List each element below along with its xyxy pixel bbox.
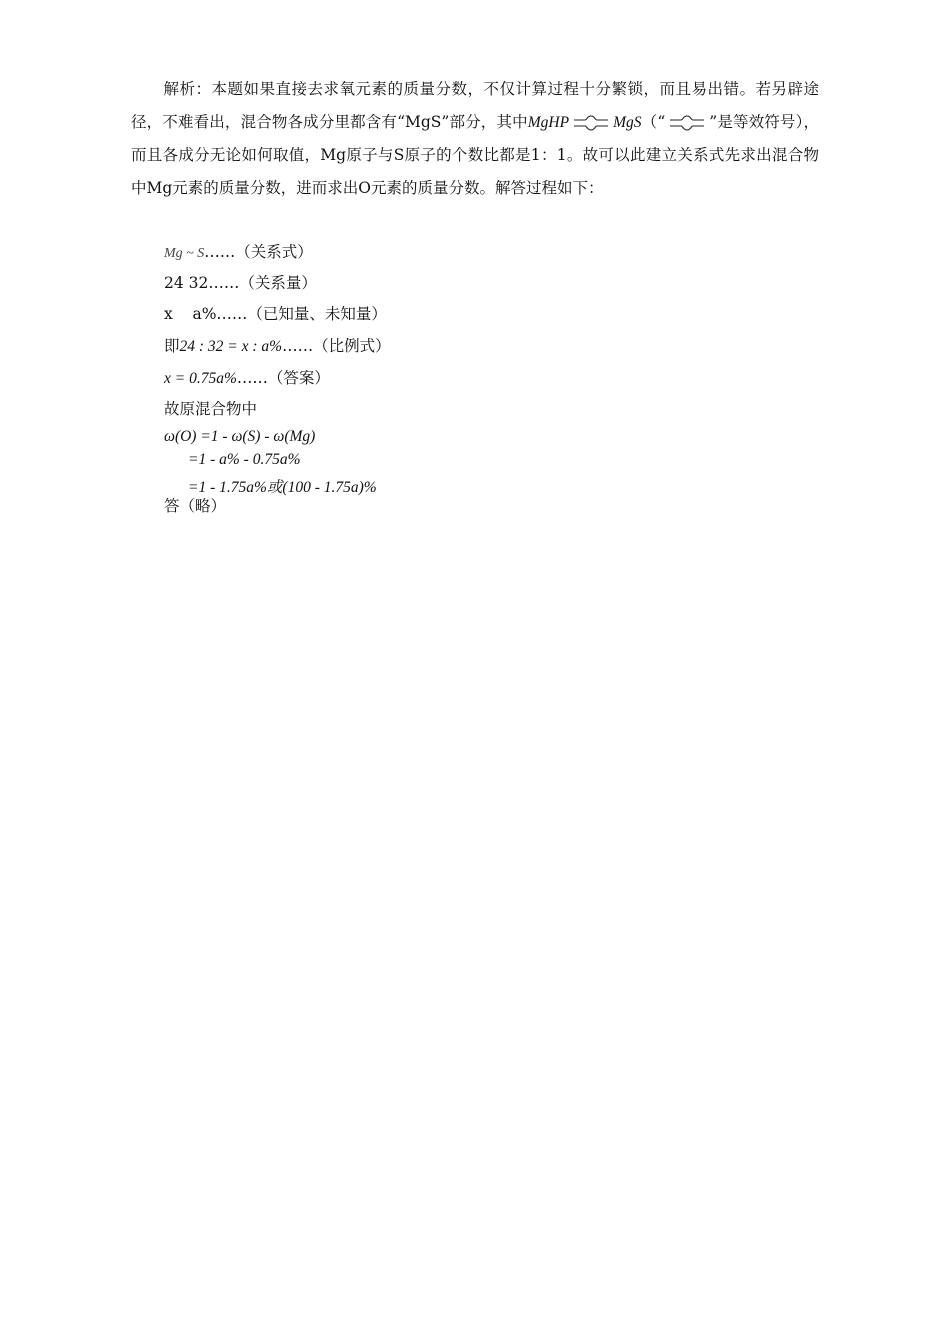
relation-formula: Mg ~ S xyxy=(164,246,205,261)
formula-mgs: MgS xyxy=(613,114,642,131)
relation-label: ……（关系式） xyxy=(204,243,313,261)
formula-mghp: MgHP xyxy=(527,114,570,131)
answer-line xyxy=(164,366,330,388)
quantities-line: 24 32……（关系量） xyxy=(164,274,317,292)
paragraph-text-3: ”是等效符号），而且各成分无论如何取值，Mg原子与S原子的个数比都是1：1。故可以此建立关系式先求出混合物中Mg元素的质量分数，进而求出O元素的质量分数。解答过程如下： xyxy=(131,113,819,197)
answer-formula: x = 0.75a% xyxy=(164,370,237,387)
knowns-line: x a%……（已知量、未知量） xyxy=(164,305,387,323)
answer-label: ……（答案） xyxy=(236,369,330,387)
paragraph-text-1: 解析：本题如果直接去求氧元素的质量分数，不仅计算过程十分繁锁，而且易出错。若另辟途径，不难看出，混合物各成分里都含有“MgS”部分，其中 xyxy=(131,80,819,131)
omega-line-2: =1 - a% - 0.75a% xyxy=(188,451,301,468)
ratio-prefix: 即 xyxy=(164,337,180,355)
equivalence-icon xyxy=(669,115,705,131)
therefore-line: 故原混合物中 xyxy=(164,400,258,418)
ratio-label: ……（比例式） xyxy=(282,337,391,355)
omega-line-1: ω(O) =1 - ω(S) - ω(Mg) xyxy=(164,428,316,445)
relation-line xyxy=(164,240,313,262)
analysis-paragraph xyxy=(131,73,819,205)
ratio-line xyxy=(164,334,391,356)
equivalence-icon xyxy=(573,115,609,131)
final-answer: 答（略） xyxy=(164,497,227,515)
ratio-formula: 24 : 32 = x : a% xyxy=(179,338,283,355)
paragraph-text-2: （“ xyxy=(641,113,666,131)
omega-line-3: =1 - 1.75a%或(100 - 1.75a)% xyxy=(188,479,377,496)
